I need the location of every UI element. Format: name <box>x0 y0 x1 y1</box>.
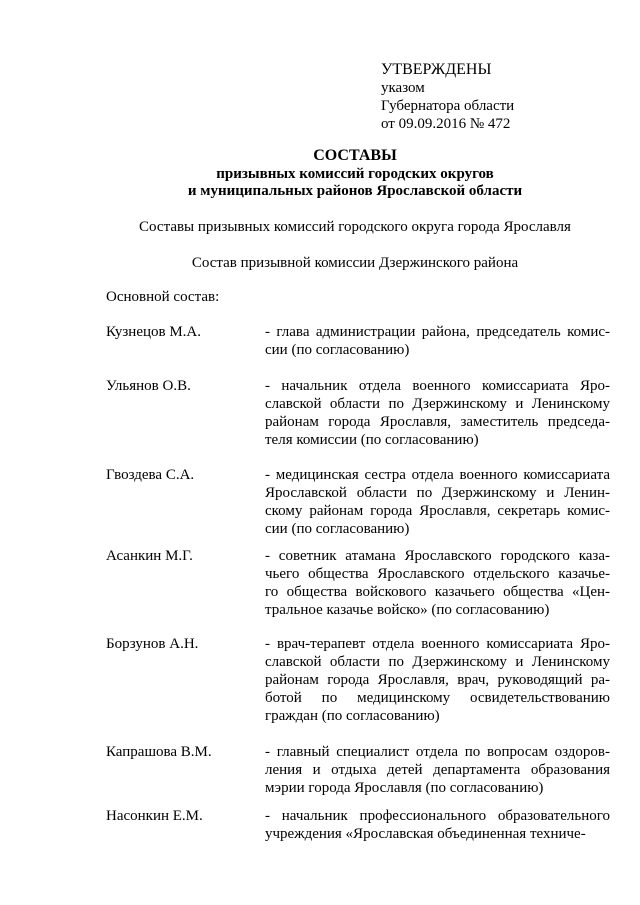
approval-stamp-block <box>381 61 611 133</box>
member-role-line: скому районам города Ярославля, секретарь комис- <box>265 503 610 519</box>
member-role-line: районам города Ярославля, заместитель председа- <box>265 414 610 430</box>
member-role <box>265 323 610 359</box>
approval-date-number: от 09.09.2016 № 472 <box>381 116 511 132</box>
member-name: Капрашова В.М. <box>106 744 212 760</box>
member-role-line: тральное казачье войско» (по согласованию) <box>265 602 550 618</box>
member-name: Кузнецов М.А. <box>106 324 202 340</box>
document-title-block <box>100 146 610 200</box>
main-composition-label: Основной состав: <box>106 289 220 305</box>
member-role-line: сии (по согласованию) <box>265 521 410 537</box>
member-name: Асанкин М.Г. <box>106 548 193 564</box>
member-name: Ульянов О.В. <box>106 378 191 394</box>
member-role-line: - глава администрации района, председатель комис- <box>265 324 610 340</box>
member-role-line: - главный специалист отдела по вопросам оздоров- <box>265 744 610 760</box>
member-role-line: граждан (по согласованию) <box>265 708 440 724</box>
member-role <box>265 466 610 538</box>
member-role <box>265 743 610 797</box>
member-role-line: теля комиссии (по согласованию) <box>265 432 479 448</box>
member-role-line: - начальник профессионального образовательного <box>265 808 610 824</box>
member-role-line: чьего общества Ярославского отдельского казачье- <box>265 566 610 582</box>
member-role-line: районам города Ярославля, врач, руководящий ра- <box>265 672 610 688</box>
member-role-line: славской области по Дзержинскому и Ленинскому <box>265 396 610 412</box>
document-subtitle-line-2: и муниципальных районов Ярославской области <box>187 183 523 199</box>
section-heading-city: Составы призывных комиссий городского округа города Ярославля <box>139 219 571 235</box>
member-role <box>265 547 610 619</box>
member-role-line: - начальник отдела военного комиссариата Яро- <box>265 378 610 394</box>
member-role-line: - врач-терапевт отдела военного комиссариата Яро- <box>265 636 610 652</box>
member-role-line: мэрии города Ярославля (по согласованию) <box>265 780 544 796</box>
member-role-line: го общества войскового казачьего общества «Цен- <box>265 584 610 600</box>
member-role-line: сии (по согласованию) <box>265 342 410 358</box>
member-role <box>265 377 610 449</box>
document-subtitle-line-1: призывных комиссий городских округов <box>216 166 494 182</box>
member-name: Гвоздева С.А. <box>106 467 195 483</box>
member-role-line: ботой по медицинскому освидетельствованию <box>265 690 610 706</box>
member-role-line: учреждения «Ярославская объединенная техниче- <box>265 826 586 842</box>
member-role <box>265 635 610 725</box>
member-role-line: - советник атамана Ярославского городского каза- <box>265 548 610 564</box>
section-heading-district: Состав призывной комиссии Дзержинского района <box>191 255 519 271</box>
approval-heading: УТВЕРЖДЕНЫ <box>381 61 492 78</box>
member-role <box>265 807 610 843</box>
member-role-line: ления и отдыха детей департамента образования <box>265 762 610 778</box>
member-name: Насонкин Е.М. <box>106 808 203 824</box>
approval-decree-label: указом <box>381 80 425 96</box>
document-title: СОСТАВЫ <box>313 147 397 164</box>
member-role-line: Ярославской области по Дзержинскому и Ленин- <box>265 485 610 501</box>
approval-issuer: Губернатора области <box>381 98 515 114</box>
member-role-line: славской области по Дзержинскому и Ленинскому <box>265 654 610 670</box>
member-role-line: - медицинская сестра отдела военного комиссариата <box>265 467 610 483</box>
member-name: Борзунов А.Н. <box>106 636 199 652</box>
